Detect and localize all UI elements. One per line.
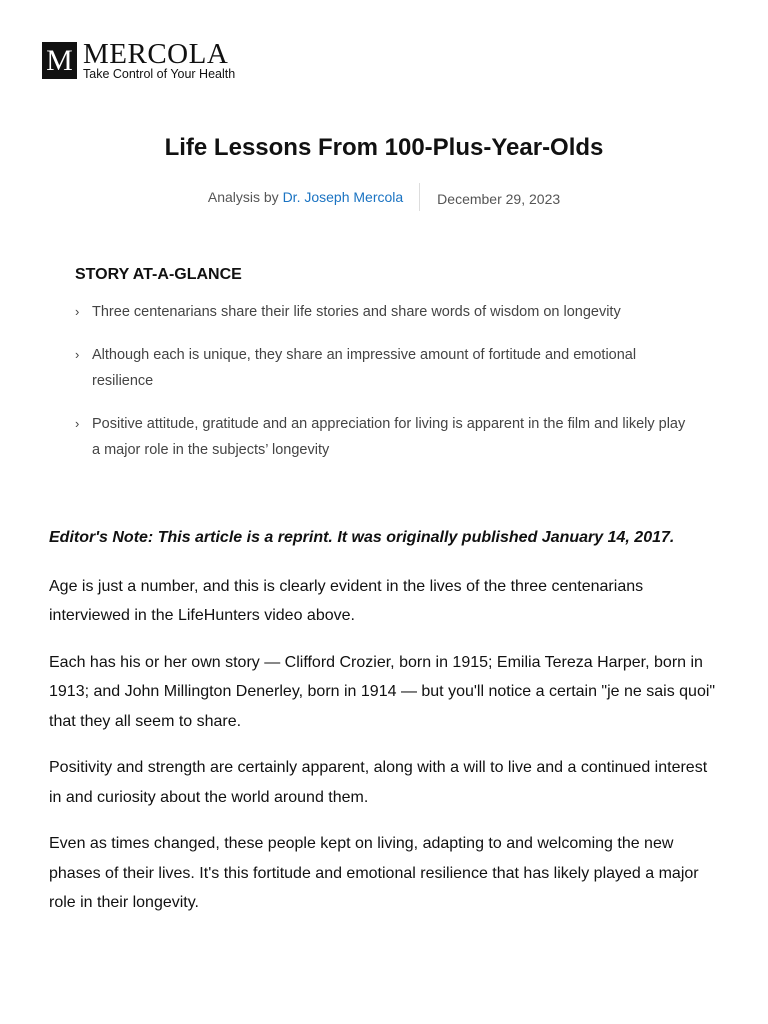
logo-wordmark [83, 38, 236, 82]
mercola-logo[interactable] [42, 38, 236, 82]
glance-item [75, 342, 695, 394]
chevron-right-icon: › [75, 347, 80, 362]
brand-tagline: Take Control of Your Health [83, 67, 236, 81]
article-body [49, 523, 724, 935]
byline-author-wrap [208, 189, 419, 205]
glance-item-text: Positive attitude, gratitude and an appreciation for living is apparent in the film and likely play a major role in the subjects’ longevity [92, 416, 686, 458]
glance-list [75, 299, 695, 463]
chevron-right-icon: › [75, 304, 80, 319]
body-paragraph: Each has his or her own story — Clifford Crozier, born in 1915; Emilia Tereza Harper, born in 1913; and John Millington Denerley, born in 1914 — but you'll notice a certain "je ne sais quoi" that they all seem to share. [49, 653, 716, 730]
body-paragraph: Positivity and strength are certainly apparent, along with a will to live and a continued interest in and curiosity about the world around them. [49, 759, 708, 806]
chevron-right-icon: › [75, 416, 80, 431]
logo-mark: M [42, 42, 77, 79]
glance-heading: STORY AT-A-GLANCE [75, 266, 242, 283]
byline [0, 183, 768, 211]
glance-item-text: Although each is unique, they share an impressive amount of fortitude and emotional resilience [92, 347, 637, 389]
byline-prefix: Analysis by [207, 189, 283, 205]
glance-item [75, 299, 695, 325]
publish-date: December 29, 2023 [437, 190, 561, 207]
brand-name: MERCOLA [83, 38, 229, 70]
glance-item-text: Three centenarians share their life stories and share words of wisdom on longevity [92, 304, 621, 320]
glance-item [75, 411, 695, 463]
body-paragraph: Age is just a number, and this is clearly evident in the lives of the three centenarians interviewed in the LifeHunters video above. [49, 577, 644, 624]
author-link[interactable]: Dr. Joseph Mercola [282, 189, 404, 205]
body-paragraph: Even as times changed, these people kept on living, adapting to and welcoming the new phases of their lives. It's this fortitude and emotional resilience that has likely played a major role in their longevity. [49, 835, 699, 911]
article-title: Life Lessons From 100-Plus-Year-Olds [164, 134, 604, 161]
story-at-a-glance [75, 265, 695, 480]
editors-note: Editor's Note: This article is a reprint. It was originally published January 14, 2017. [49, 529, 675, 546]
